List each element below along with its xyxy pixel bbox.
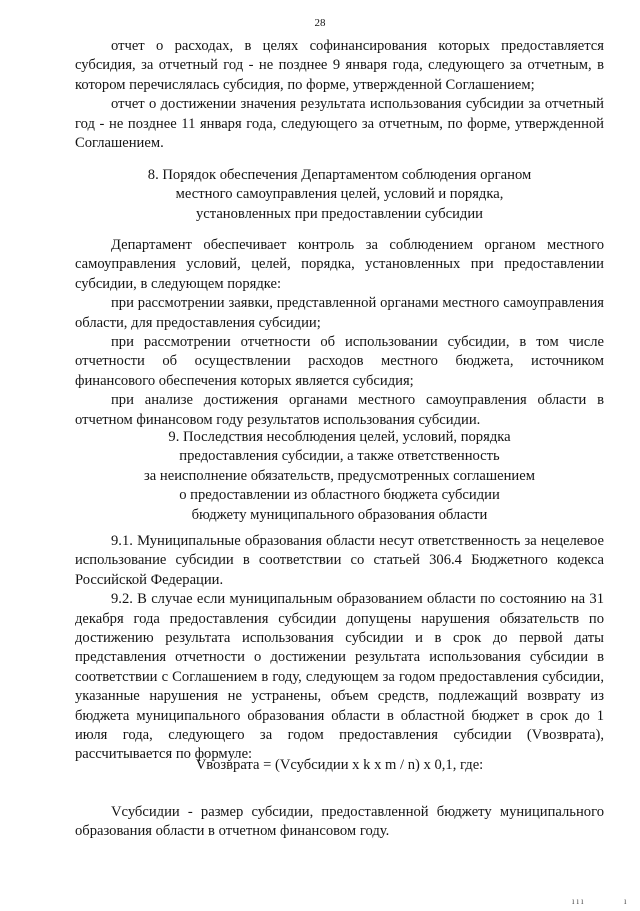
paragraph-control: Департамент обеспечивает контроль за соблюдением органом местного самоуправления условий, целей, порядка, установленных при предоставлении субсидии, в следующем порядке: [75, 237, 604, 292]
section-9-body [75, 532, 604, 765]
section-9-heading-line-4: о предоставлении из областного бюджета субсидии [179, 487, 500, 504]
paragraph-9-1: 9.1. Муниципальные образования области несут ответственность за нецелевое использование субсидии в соответствии со статьей 306.4 Бюджетного кодекса Российской Федерации. [75, 533, 604, 588]
section-8-heading-line-2: местного самоуправления целей, условий и порядка, [175, 186, 504, 203]
scan-mark: ı [624, 896, 627, 906]
paragraph-results-analysis: при анализе достижения органами местного самоуправления области в отчетном финансовом году результатов использования субсидии. [75, 392, 604, 428]
section-9-heading-line-1: 9. Последствия несоблюдения целей, условий, порядка [168, 429, 511, 445]
paragraph-reporting-review: при рассмотрении отчетности об использовании субсидии, в том числе отчетности об осуществлении расходов местного бюджета, источником финансового обеспечения которых является субсидия; [75, 334, 604, 389]
section-8-heading [75, 166, 604, 224]
section-8-heading-line-3: установленных при предоставлении субсидии [196, 205, 483, 222]
paragraph-result-report: отчет о достижении значения результата использования субсидии за отчетный год - не позднее 11 января года, следующего за отчетным, по форме, утвержденной Соглашением. [75, 96, 604, 152]
paragraph-application-review: при рассмотрении заявки, представленной органами местного самоуправления области, для предоставления субсидии; [75, 295, 604, 331]
formula: Vвозврата = (Vсубсидии x k x m / n) x 0,1, где: [195, 757, 484, 773]
scan-marks: ııı [572, 896, 586, 906]
definition-vsubsidii: Vсубсидии - размер субсидии, предоставленной бюджету муниципального образования области в отчетном финансовом году. [75, 804, 604, 840]
reporting-requirements [75, 37, 604, 153]
section-9-heading-line-5: бюджету муниципального образования области [191, 506, 488, 523]
paragraph-expense-report: отчет о расходах, в целях софинансирования которых предоставляется субсидия, за отчетный год - не позднее 9 января года, следующего за отчетным, в котором перечислялась субсидия, по форме, утвержденной Соглашением; [75, 38, 604, 93]
section-9-heading-line-3: за неисполнение обязательств, предусмотренных соглашением [144, 467, 535, 484]
section-8-body [75, 236, 604, 430]
definition-block [75, 803, 604, 842]
section-8-heading-line-1: 8. Порядок обеспечения Департаментом соблюдения органом [147, 167, 532, 183]
page-number: 28 [314, 17, 326, 29]
section-9-heading [75, 428, 604, 525]
section-9-heading-line-2: предоставления субсидии, а также ответственность [179, 448, 500, 465]
paragraph-9-2: 9.2. В случае если муниципальным образованием области по состоянию на 31 декабря года предоставления субсидии допущены нарушения обязательств по достижению результата использования субсидии и в срок до первой даты представления отчетности о достижении результата использования субсидии в соответствии с Соглашением в году, следующем за годом предоставления субсидии, указанные нарушения не устранены, объем средств, подлежащий возврату из бюджета муниципального образования области в областной бюджет в срок до 1 июля года, следующего за годом предоставления субсидии (Vвозврата), рассчитывается по формуле: [75, 591, 604, 763]
